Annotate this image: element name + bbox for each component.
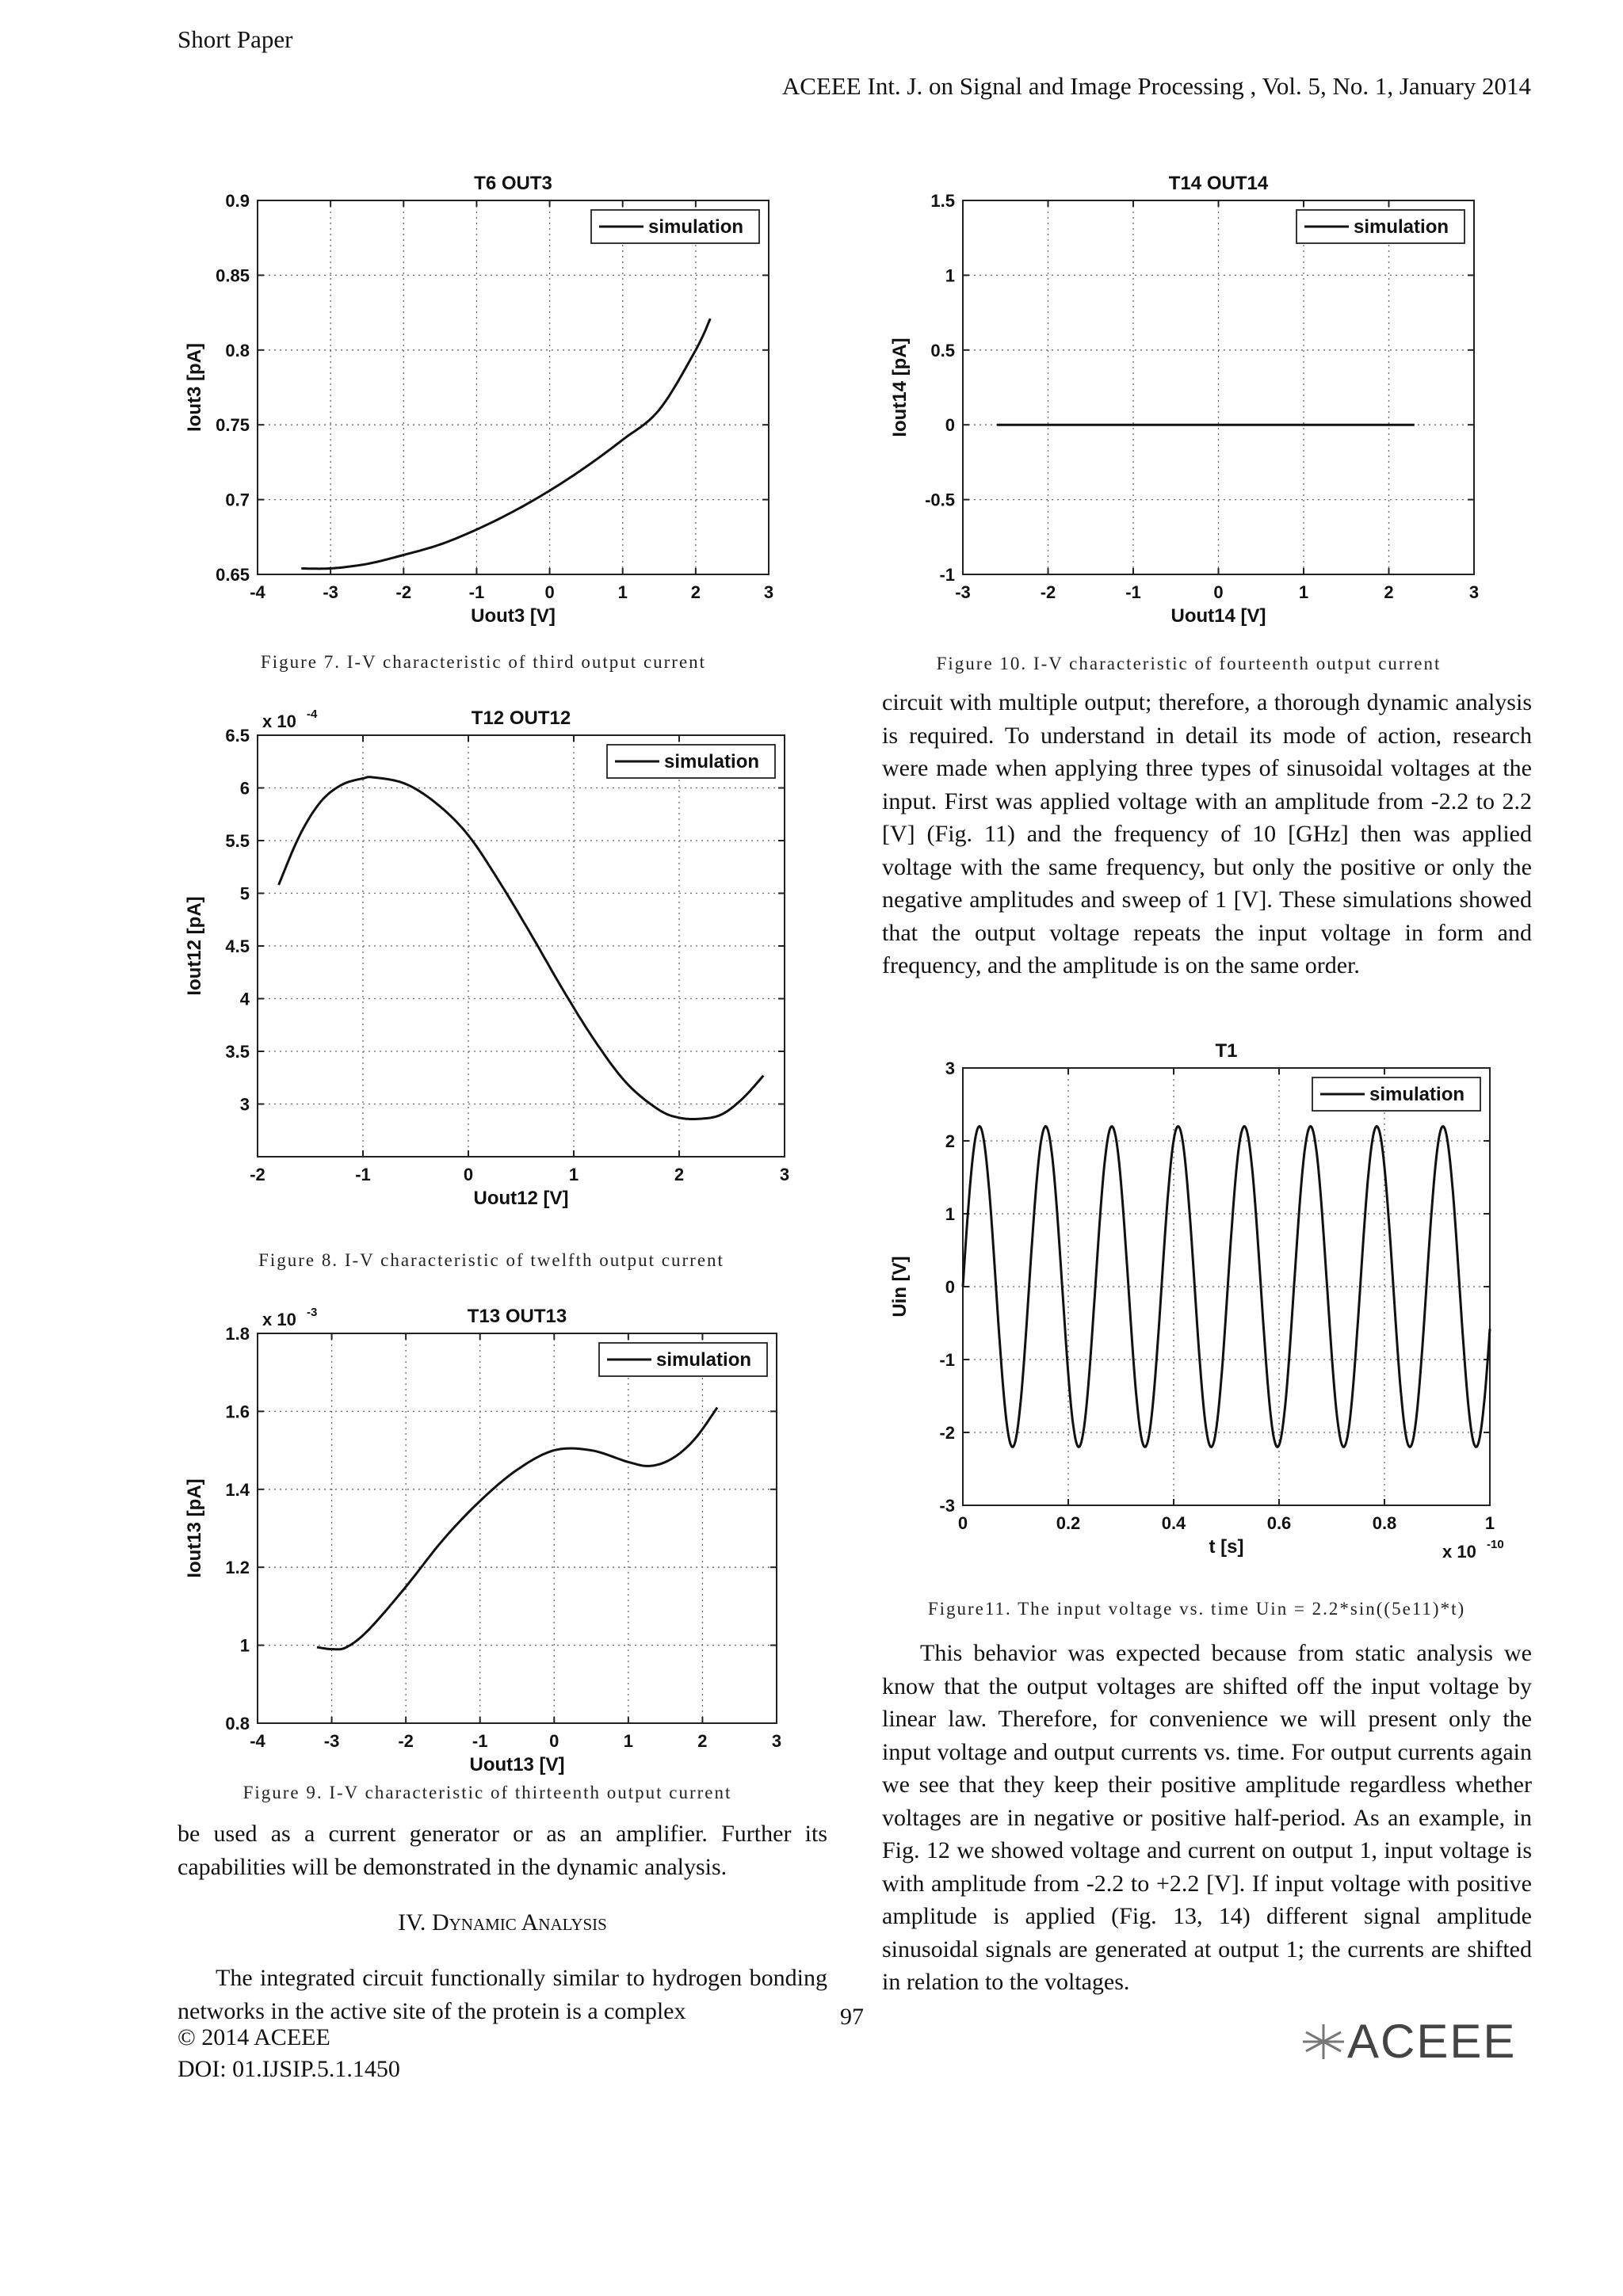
copyright: © 2014 ACEEE: [178, 2024, 330, 2050]
y-exponent-label: x 10: [262, 1310, 296, 1329]
x-tick-label: 0: [544, 582, 555, 602]
y-tick-label: 0.7: [225, 490, 250, 510]
section-number: IV.: [398, 1909, 432, 1936]
short-paper-label: Short Paper: [178, 25, 293, 53]
legend-label: simulation: [664, 751, 760, 772]
chart-fig10: [880, 162, 1498, 654]
x-tick-label: 0.2: [1056, 1513, 1081, 1533]
y-tick-label: 1: [239, 1635, 250, 1656]
right-paragraph-2: [882, 1637, 1532, 1999]
y-tick-label: 3: [239, 1094, 250, 1115]
figure-10-caption: Figure 10. I-V characteristic of fourteenth output current: [936, 654, 1442, 673]
legend-label: simulation: [1354, 216, 1449, 238]
x-tick-label: -1: [1125, 582, 1141, 602]
series-line-simulation: [317, 1408, 717, 1650]
x-tick-label: -4: [250, 582, 265, 602]
y-tick-label: 0.9: [225, 191, 250, 211]
y-tick-label: 1.8: [225, 1324, 250, 1344]
x-tick-label: -1: [355, 1165, 371, 1184]
chart-fig9: [174, 1295, 800, 1802]
x-tick-label: -3: [955, 582, 971, 602]
chart-fig8: [174, 697, 808, 1236]
y-tick-label: 3.5: [225, 1042, 250, 1062]
x-axis-label: t [s]: [1209, 1536, 1244, 1558]
footer-left: [178, 2022, 400, 2085]
x-tick-label: -2: [398, 1731, 414, 1751]
legend-label: simulation: [656, 1349, 752, 1371]
y-tick-label: 0.8: [225, 1714, 250, 1733]
y-tick-label: 0: [945, 415, 955, 436]
x-tick-label: 0: [549, 1731, 559, 1751]
y-axis-label: Iout12 [pA]: [184, 896, 205, 996]
x-tick-label: 0: [463, 1165, 474, 1184]
y-tick-label: 3: [945, 1058, 955, 1078]
y-exponent-power: -3: [307, 1306, 318, 1319]
x-tick-label: 1: [1484, 1513, 1495, 1533]
y-tick-label: 0: [945, 1277, 955, 1297]
y-tick-label: 5: [239, 883, 250, 904]
aceee-logo: [1300, 2014, 1516, 2069]
y-axis-label: Uin [V]: [889, 1256, 911, 1318]
x-tick-label: 0: [957, 1513, 968, 1533]
chart-title: T14 OUT14: [1168, 173, 1269, 194]
x-tick-label: 0.6: [1266, 1513, 1292, 1533]
chart-title: T13 OUT13: [467, 1306, 567, 1327]
right-paragraph-1: [882, 686, 1532, 982]
y-tick-label: 1.5: [930, 191, 955, 211]
x-tick-label: -2: [250, 1165, 265, 1184]
y-tick-label: 1.2: [225, 1558, 250, 1578]
x-tick-label: 0.8: [1372, 1513, 1397, 1533]
y-tick-label: 5.5: [225, 831, 250, 851]
section-title: Dynamic Analysis: [431, 1909, 607, 1936]
left-paragraph-1-text: be used as a current generator or as an amplifier. Further its capabilities will be demonstrated in the dynamic analysis.: [178, 1821, 827, 1880]
x-tick-label: 1: [568, 1165, 579, 1184]
chart-fig11: [880, 1030, 1514, 1585]
y-tick-label: -3: [939, 1496, 955, 1516]
y-tick-label: 2: [945, 1131, 955, 1151]
x-axis-label: Uout13 [V]: [469, 1754, 565, 1775]
right-paragraph-1-text: circuit with multiple output; therefore, a thorough dynamic analysis is required. To understand in detail its mode of action, research were made when applying three types of sinusoidal voltages at the input. First was applied voltage with an amplitude from -2.2 to 2.2 [V] (Fig. 11) and the frequency of 10 [GHz] then was applied voltage with the same frequency, but only the positive or only the negative amplitudes and sweep of 1 [V]. These simulations showed that the output voltage repeats the input voltage in form and frequency, and the amplitude is on the same order.: [882, 689, 1532, 978]
x-tick-label: 2: [690, 582, 701, 602]
logo-text: ACEEE: [1347, 2015, 1517, 2068]
doi: DOI: 01.IJSIP.5.1.1450: [178, 2056, 400, 2082]
y-tick-label: 4.5: [225, 936, 250, 956]
chart-title: T12 OUT12: [471, 707, 571, 729]
figure-7-caption: Figure 7. I-V characteristic of third output current: [260, 652, 707, 672]
right-paragraph-2-text: This behavior was expected because from static analysis we know that the output voltages are shifted off the input voltage by linear law. Therefore, for convenience we will present only the input voltage and output currents vs. time. For output currents again we see that they keep their positive amplitude regardless whether voltages are in negative or positive half-period. As an example, in Fig. 12 we showed voltage and current on output 1, input voltage is with amplitude from -2.2 to +2.2 [V]. If input voltage with positive amplitude is applied (Fig. 13, 14) different signal amplitude sinusoidal signals are generated at output 1; the currents are shifted in relation to the voltages.: [882, 1640, 1532, 1995]
x-axis-label: Uout14 [V]: [1170, 605, 1266, 627]
x-tick-label: 1: [623, 1731, 633, 1751]
y-tick-label: -0.5: [925, 490, 955, 510]
plot-frame: [258, 200, 769, 574]
left-paragraph-1: [178, 1817, 827, 1883]
journal-header: ACEEE Int. J. on Signal and Image Processing , Vol. 5, No. 1, January 2014: [781, 72, 1531, 100]
y-tick-label: -1: [939, 565, 955, 585]
x-exponent-label: x 10: [1442, 1542, 1476, 1562]
plot-frame: [258, 1333, 777, 1723]
x-tick-label: 3: [771, 1731, 782, 1751]
y-tick-label: 0.5: [930, 340, 955, 360]
y-tick-label: 1.4: [225, 1479, 250, 1500]
y-tick-label: 0.75: [216, 415, 250, 436]
x-tick-label: -1: [472, 1731, 488, 1751]
x-tick-label: -1: [468, 582, 485, 602]
y-axis-label: Iout13 [pA]: [184, 1478, 205, 1578]
y-tick-label: 1.6: [225, 1402, 250, 1422]
series-line-simulation: [279, 777, 764, 1119]
left-paragraph-2: [178, 1962, 827, 2027]
y-exponent-power: -4: [307, 707, 318, 721]
legend-label: simulation: [648, 216, 744, 238]
x-tick-label: 2: [674, 1165, 685, 1184]
star-icon: [1300, 2021, 1347, 2062]
y-axis-label: Iout14 [pA]: [889, 338, 911, 437]
y-tick-label: 1: [945, 265, 955, 286]
x-tick-label: -2: [395, 582, 412, 602]
x-tick-label: -2: [1040, 582, 1056, 602]
y-exponent-label: x 10: [262, 711, 296, 731]
y-tick-label: 4: [239, 989, 250, 1009]
x-tick-label: 1: [617, 582, 628, 602]
x-tick-label: -4: [250, 1731, 265, 1751]
figure-11-caption: Figure11. The input voltage vs. time Uin = 2.2*sin((5e11)*t): [927, 1599, 1466, 1619]
y-tick-label: -2: [939, 1423, 955, 1443]
y-tick-label: 1: [945, 1204, 955, 1224]
chart-title: T6 OUT3: [474, 173, 552, 194]
y-tick-label: 6: [239, 778, 250, 799]
legend-label: simulation: [1369, 1084, 1465, 1105]
y-tick-label: 0.85: [216, 265, 250, 286]
x-tick-label: 0: [1213, 582, 1224, 602]
x-tick-label: 3: [779, 1165, 790, 1184]
x-tick-label: 3: [763, 582, 774, 602]
y-tick-label: 0.8: [225, 340, 250, 360]
x-tick-label: 2: [697, 1731, 708, 1751]
figure-8-caption: Figure 8. I-V characteristic of twelfth output current: [258, 1250, 724, 1270]
chart-fig7: [174, 162, 792, 654]
figure-9-caption: Figure 9. I-V characteristic of thirteenth output current: [242, 1783, 732, 1802]
y-axis-label: Iout3 [pA]: [184, 343, 205, 432]
x-tick-label: 0.4: [1161, 1513, 1186, 1533]
chart-title: T1: [1215, 1040, 1238, 1062]
x-tick-label: -3: [323, 1731, 340, 1751]
left-paragraph-2-text: The integrated circuit functionally similar to hydrogen bonding networks in the active site of the protein is a complex: [178, 1965, 827, 2024]
x-tick-label: 1: [1298, 582, 1309, 602]
x-tick-label: 3: [1468, 582, 1480, 602]
y-tick-label: 0.65: [216, 565, 250, 585]
x-axis-label: Uout3 [V]: [471, 605, 556, 627]
series-line-simulation: [301, 318, 710, 569]
page-number: 97: [840, 2004, 864, 2030]
x-tick-label: 2: [1384, 582, 1394, 602]
x-exponent-power: -10: [1487, 1538, 1504, 1551]
section-heading: [178, 1909, 827, 1936]
y-tick-label: 6.5: [225, 726, 250, 746]
x-tick-label: -3: [323, 582, 338, 602]
x-axis-label: Uout12 [V]: [473, 1188, 569, 1209]
y-tick-label: -1: [939, 1350, 955, 1370]
